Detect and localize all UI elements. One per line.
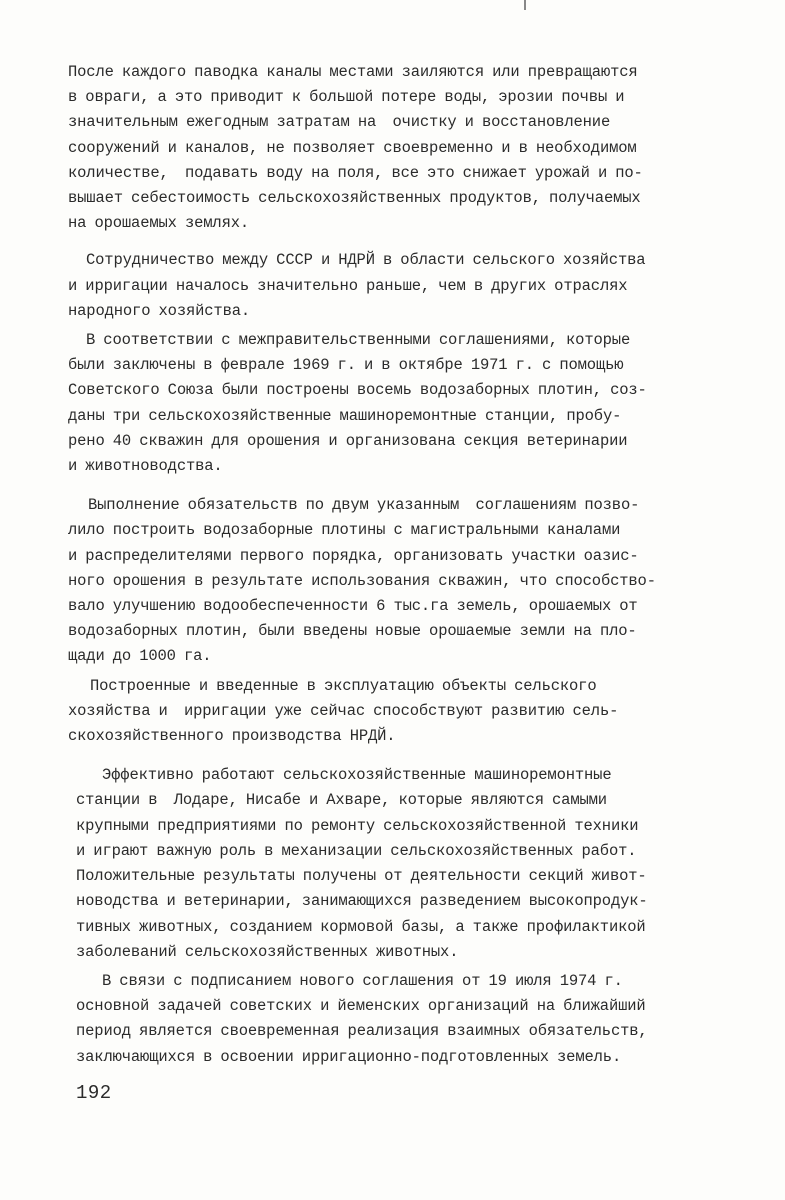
page-number: 192 (76, 1082, 112, 1104)
text-line: хозяйства и ирригации уже сейчас способствуют развитию сель- (68, 701, 619, 720)
paragraph-built-objects (68, 674, 758, 750)
text-line: Выполнение обязательств по двум указанным соглашениям позво- (88, 496, 640, 515)
scan-artifact-mark (524, 0, 526, 10)
text-line: крупными предприятиями по ремонту сельскохозяйственной техники (76, 816, 639, 835)
text-line: в овраги, а это приводит к большой потере воды, эрозии почвы и (68, 88, 625, 107)
text-line: Положительные результаты получены от деятельности секций живот- (76, 867, 647, 886)
body-text (68, 60, 758, 1070)
text-line: даны три сельскохозяйственные машиноремонтные станции, пробу- (68, 406, 622, 425)
paragraph-new-agreement (76, 969, 758, 1070)
text-line: лило построить водозаборные плотины с магистральными каналами (68, 521, 621, 540)
paragraph-cooperation (68, 248, 758, 324)
text-line: вышает себестоимость сельскохозяйственных продуктов, получаемых (68, 189, 641, 208)
paragraph-agreements (68, 328, 758, 479)
text-line: ного орошения в результате использования скважин, что способство- (68, 571, 656, 590)
text-line: и распределителями первого порядка, организовать участки оазис- (68, 546, 639, 565)
text-line: заключающихся в освоении ирригационно-подготовленных земель. (76, 1047, 622, 1066)
text-line: значительным ежегодным затратам на очистку и восстановление (68, 113, 611, 132)
text-line: основной задачей советских и йеменских организаций на ближайший (76, 997, 646, 1016)
text-line: количестве, подавать воду на поля, все это снижает урожай и по- (68, 163, 643, 182)
text-line: и играют важную роль в механизации сельскохозяйственных работ. (76, 841, 637, 860)
text-line: на орошаемых землях. (68, 214, 250, 233)
text-line: и ирригации началось значительно раньше, чем в других отраслях (68, 276, 628, 295)
text-line: вало улучшению водообеспеченности 6 тыс.га земель, орошаемых от (68, 597, 638, 616)
text-line: период является своевременная реализация взаимных обязательств, (76, 1022, 648, 1041)
text-line: народного хозяйства. (68, 301, 251, 320)
paragraph-obligations (68, 493, 758, 669)
text-line: заболеваний сельскохозяйственных животных. (76, 942, 459, 961)
text-line: Советского Союза были построены восемь водозаборных плотин, соз- (68, 381, 647, 400)
paragraph-repair-stations (76, 763, 758, 965)
text-line: щади до 1000 га. (68, 647, 212, 666)
text-line: Эффективно работают сельскохозяйственные машиноремонтные (102, 766, 612, 785)
text-line: Сотрудничество между СССР и НДРЙ в области сельского хозяйства (86, 251, 646, 270)
text-line: станции в Лодаре, Нисабе и Ахваре, которые являются самыми (76, 791, 607, 810)
text-line: были заключены в феврале 1969 г. и в октябре 1971 г. с помощью (68, 356, 624, 375)
text-line: После каждого паводка каналы местами заиляются или превращаются (68, 63, 638, 81)
text-line: В связи с подписанием нового соглашения от 19 июля 1974 г. (102, 971, 623, 990)
text-line: В соответствии с межправительственными соглашениями, которые (86, 331, 631, 350)
text-line: водозаборных плотин, были введены новые орошаемые земли на пло- (68, 622, 637, 641)
text-line: и животноводства. (68, 457, 223, 476)
text-line: скохозяйственного производства НРДЙ. (68, 727, 396, 746)
text-line: рено 40 скважин для орошения и организована секция ветеринарии (68, 431, 628, 450)
text-line: сооружений и каналов, не позволяет своевременно и в необходимом (68, 138, 637, 157)
text-line: тивных животных, созданием кормовой базы, а также профилактикой (76, 917, 646, 936)
paragraph-flood-canals (68, 60, 758, 236)
text-line: новодства и ветеринарии, занимающихся разведением высокопродук- (76, 892, 648, 911)
text-line: Построенные и введенные в эксплуатацию объекты сельского (90, 676, 597, 695)
